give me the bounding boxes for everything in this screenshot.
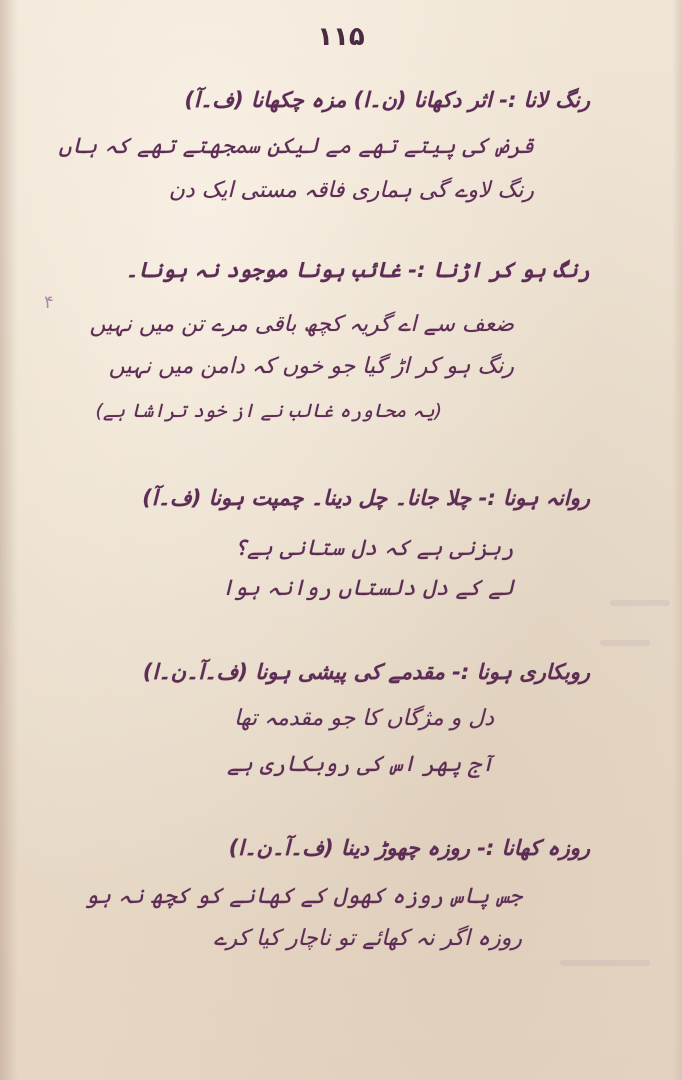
- verse-line: جس پاس روزہ کھول کے کھانے کو کچھ نہ ہو: [85, 884, 522, 909]
- entry-note: (یہ محاورہ غالب نے از خود تراشا ہے): [95, 400, 442, 422]
- verse-line: رنگ لاوے گی ہماری فاقہ مستی ایک دن: [168, 178, 534, 203]
- entry-headword: رنگ ہو کر اڑنا :- غائب ہونا موجود نہ ہونا۔: [125, 258, 590, 282]
- verse-line: دل و مژگاں کا جو مقدمہ تھا: [234, 706, 494, 731]
- bleed-through-mark: [560, 960, 650, 966]
- verse-line: قرض کی پیتے تھے مے لیکن سمجھتے تھے کہ ہاں: [58, 134, 534, 159]
- verse-line: ضعف سے اے گریہ کچھ باقی مرے تن میں نہیں: [89, 312, 514, 337]
- margin-mark: ۴: [44, 292, 54, 313]
- page-number: ۱۱۵: [317, 22, 365, 52]
- entry-headword: روزہ کھانا :- روزہ چھوڑ دینا (ف۔آ۔ن۔ا): [228, 836, 590, 860]
- verse-line: لے کے دل دلستاں روانہ ہوا: [221, 576, 514, 601]
- binding-shadow: [0, 0, 18, 1080]
- entry-headword: روانہ ہونا :- چلا جانا۔ چل دینا۔ چمپت ہونا (ف۔آ): [142, 486, 590, 510]
- entry-headword: روبکاری ہونا :- مقدمے کی پیشی ہونا (ف۔آ۔ن۔ا): [142, 660, 590, 684]
- entry-headword: رنگ لانا :- اثر دکھانا (ن۔ا) مزہ چکھانا (ف۔آ): [184, 88, 590, 112]
- verse-line: رہزنی ہے کہ دل ستانی ہے؟: [234, 536, 514, 561]
- verse-line: روزہ اگر نہ کھائے تو ناچار کیا کرے: [213, 926, 522, 951]
- bleed-through-mark: [610, 600, 670, 606]
- bleed-through-mark: [600, 640, 650, 646]
- page-edge: [672, 0, 682, 1080]
- verse-line: رنگ ہو کر اڑ گیا جو خوں کہ دامن میں نہیں: [108, 354, 514, 379]
- verse-line: آج پھر اس کی روبکاری ہے: [227, 752, 494, 777]
